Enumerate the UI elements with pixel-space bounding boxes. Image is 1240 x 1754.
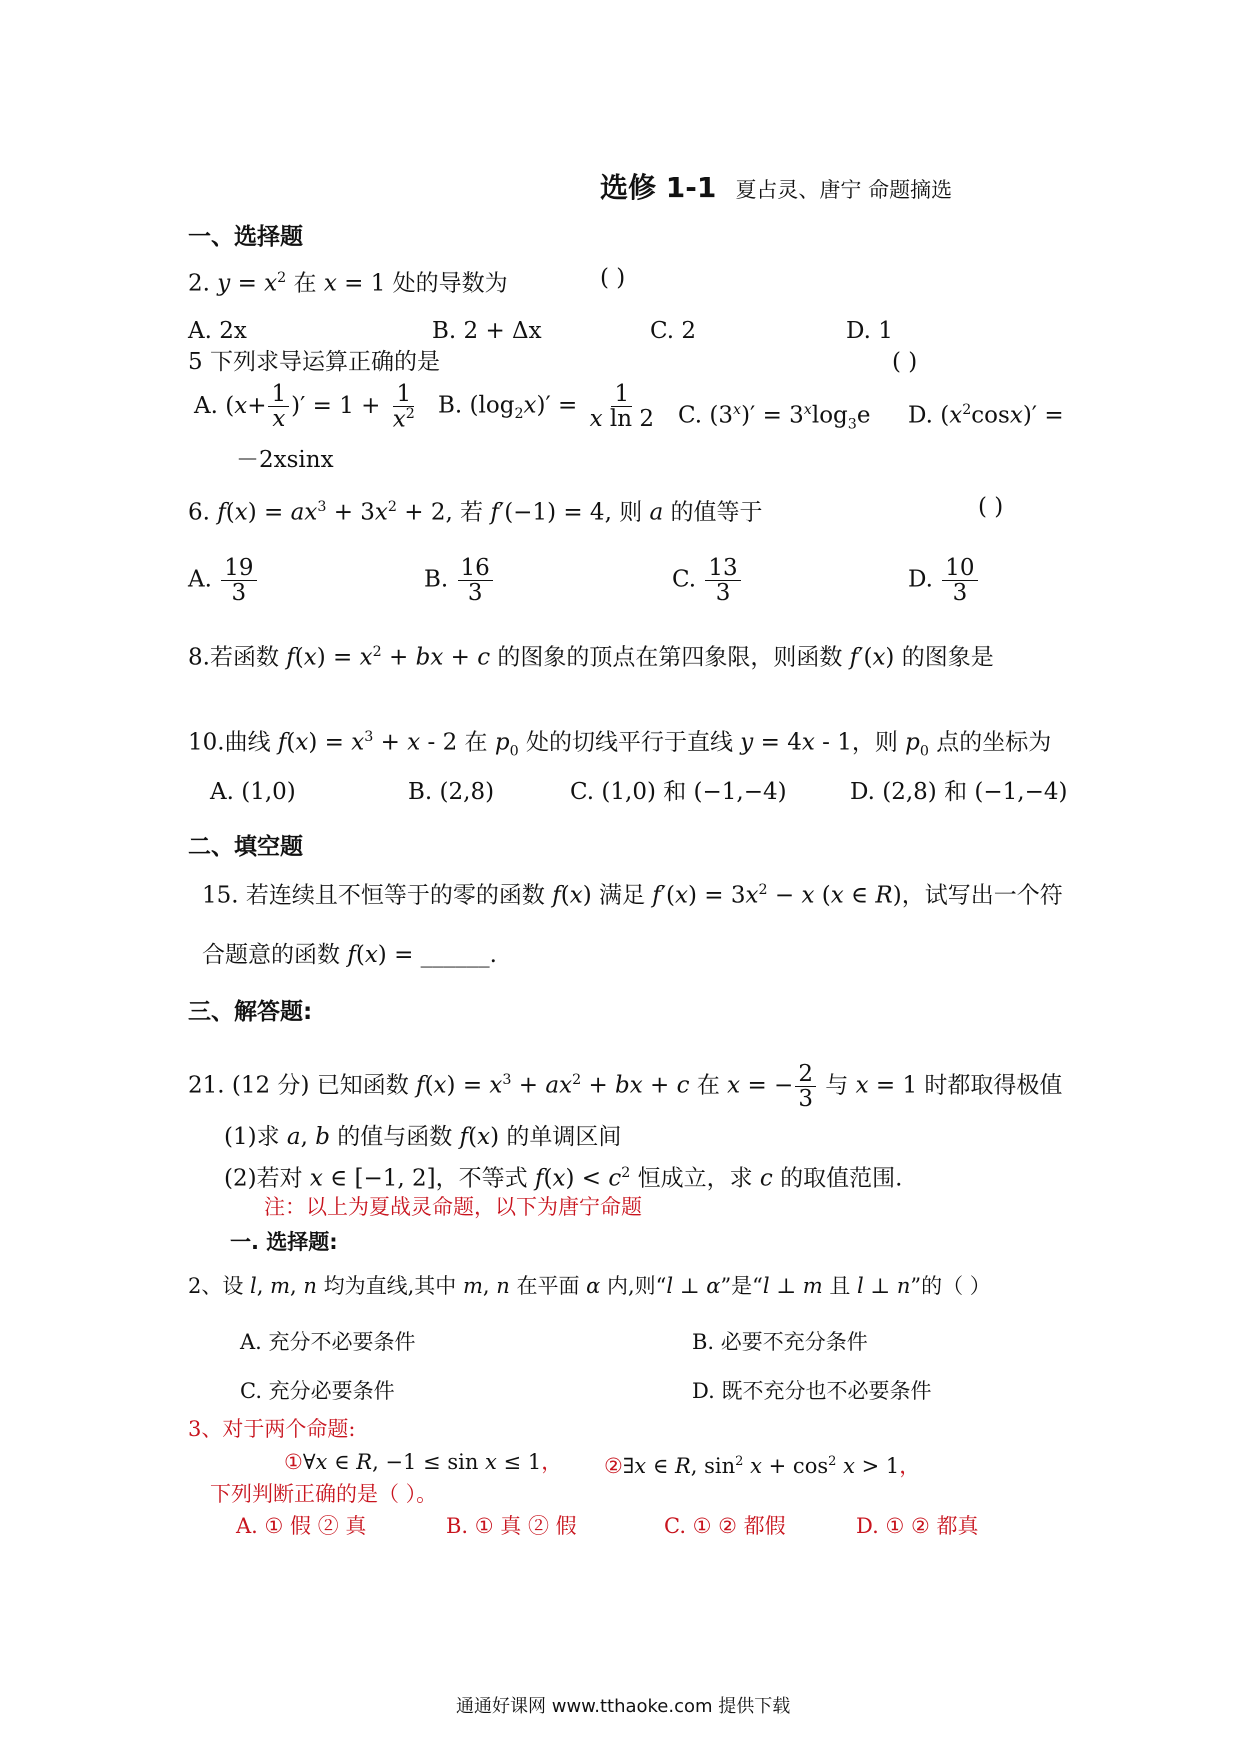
tq3-option-b: B. ① 真 ② 假 [446,1514,577,1538]
q6-option-b: B. $\frac{16}{3}$ [424,556,495,605]
authors-subtitle: 夏占灵、唐宁 命题摘选 [735,178,953,202]
q10-option-a: A. (1,0) [210,779,296,805]
author-note: 注：以上为夏战灵命题，以下为唐宁命题 [264,1195,642,1219]
q10-option-b: B. (2,8) [408,779,495,805]
q21-stem: 21. (12 分) 已知函数 $f(x) = x^3 + ax^2$ + bx + c 在 x = − $\frac{2}{3}$ 与 x = 1 时都取得极值 [188,1061,1063,1113]
tq2-stem: 2、设 l, m, n 均为直线,其中 m, n 在平面 α 内,则“l ⊥ α”是“l ⊥ m 且 l ⊥ n”的（ ） [188,1274,991,1298]
q21-part2: (2)若对 x ∈ [−1, 2]，不等式 $f(x) < c^2$ 恒成立，求 c 的取值范围. [224,1165,903,1192]
q6-option-a: A. $\frac{19}{3}$ [188,556,259,605]
q15-line2: 合题意的函数 f(x) = ______. [202,942,497,968]
q5-option-b: B. $(\log_2x)'$ = $\frac{1}{\text{x ln 2}}$ [438,381,655,433]
q2-option-a: A. 2x [188,318,247,344]
footer-credit: 通通好课网 www.tthaoke.com 提供下载 [456,1696,791,1717]
q2-option-b: B. 2 + Δx [432,318,542,344]
q5-option-a: A. (x+ $\frac{1}{x}$ )′ = 1 + $\frac{1}{x^2}$ [194,381,415,433]
course-title: 选修 1-1 [600,171,717,204]
q5-paren: ( ) [892,349,918,375]
tq3-proposition-2: ②∃x ∈ R, $\sin^2 x + \cos^2 x > 1$， [604,1454,921,1478]
tq3-option-c: C. ① ② 都假 [664,1514,786,1538]
doc-title [600,166,952,206]
tq3-stem: 3、对于两个命题: [188,1417,356,1441]
q10-option-d: D. (2,8) 和 (−1,−4) [850,779,1068,805]
section-heading-2: 二、填空题 [188,834,303,860]
q6-paren: ( ) [978,494,1004,520]
q2-option-d: D. 1 [846,318,893,344]
q5-option-c: C. $(3^x)' = 3^x\log_3e$ [678,402,871,433]
q2-paren: ( ) [600,265,626,291]
tq3-proposition-1: ①∀x ∈ R, −1 ≤ sin x ≤ 1， [284,1450,563,1474]
tq2-option-a: A. 充分不必要条件 [240,1330,416,1354]
section-heading-3: 三、解答题: [188,999,313,1025]
q10-stem: 10.曲线 $f(x) = x^3 + x - 2$ 在 $p_0$ 处的切线平行于直线 y = 4x - 1，则 $p_0$ 点的坐标为 [188,729,1052,760]
q8-stem: 8.若函数 $f(x) = x^2$ + bx + c 的图象的顶点在第四象限，则函数 f′(x) 的图象是 [188,644,994,671]
q10-option-c: C. (1,0) 和 (−1,−4) [570,779,787,805]
tq2-option-c: C. 充分必要条件 [240,1379,395,1403]
q21-part1: (1)求 a, b 的值与函数 f(x) 的单调区间 [224,1124,622,1150]
q15-line1: 15. 若连续且不恒等于的零的函数 f(x) 满足 $f'(x) = 3x^2 - x$ (x ∈ R)，试写出一个符 [202,882,1063,909]
q2-stem: 2. $y = x^2$ 在 x = 1 处的导数为 [188,270,508,297]
tq3-option-d: D. ① ② 都真 [856,1514,979,1538]
q5-stem: 5 下列求导运算正确的是 [188,349,440,375]
section-heading-1: 一、选择题 [188,224,303,250]
q5-option-d-continued: －2xsinx [236,447,334,473]
tq2-option-d: D. 既不充分也不必要条件 [692,1379,932,1403]
q6-stem: 6. $f(x) = ax^3 + 3x^2 + 2$, 若 f′(−1) = 4, 则 a 的值等于 [188,499,763,526]
q6-option-c: C. $\frac{13}{3}$ [672,556,743,605]
q2-option-c: C. 2 [650,318,697,344]
q6-option-d: D. $\frac{10}{3}$ [908,556,980,605]
section-heading-4: 一. 选择题: [230,1230,338,1254]
tq3-option-a: A. ① 假 ② 真 [236,1514,367,1538]
tq2-option-b: B. 必要不充分条件 [692,1330,868,1354]
tq3-question: 下列判断正确的是（ ）。 [210,1482,438,1506]
q5-option-d: D. $(x^2\cos x)'$ = [908,402,1064,429]
